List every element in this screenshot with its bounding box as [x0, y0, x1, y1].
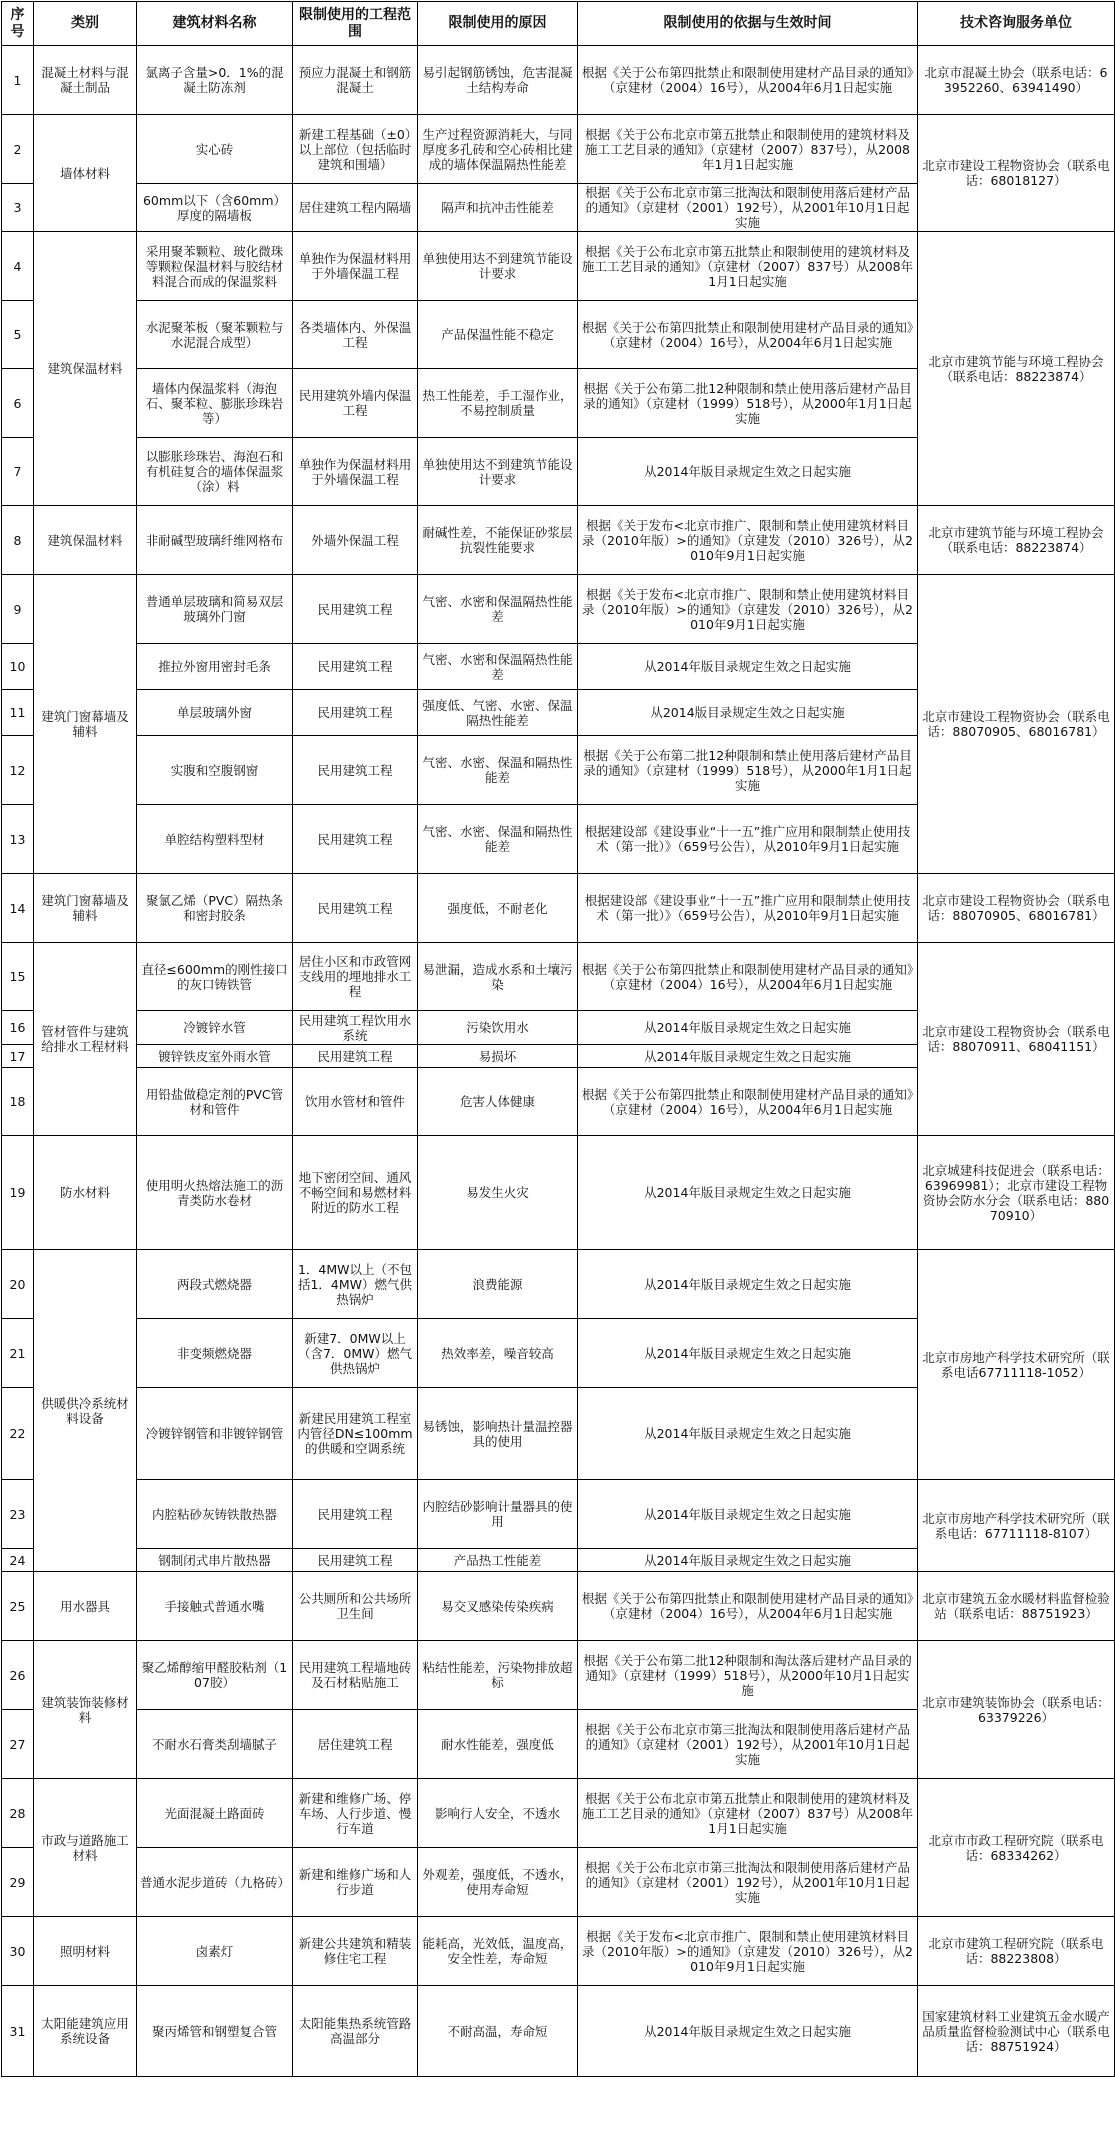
header-cell: 限制使用的原因: [418, 2, 578, 46]
scope-cell: 新建7．0MW以上（含7．0MW）燃气供热锅炉: [293, 1319, 418, 1388]
category-cell: 供暖供冷系统材料设备: [34, 1250, 137, 1572]
table-row: [2, 506, 1115, 575]
header-cell: 建筑材料名称: [137, 2, 293, 46]
category-cell: 建筑门窗幕墙及辅料: [34, 575, 137, 874]
material-name-cell: 内腔粘砂灰铸铁散热器: [137, 1480, 293, 1549]
consulting-unit-cell: 北京市市政工程研究院（联系电话：68334262）: [918, 1779, 1115, 1917]
scope-cell: 民用建筑工程墙地砖及石材粘贴施工: [293, 1641, 418, 1710]
reason-cell: 气密、水密和保温隔热性能差: [418, 644, 578, 690]
material-name-cell: 聚氯乙烯（PVC）隔热条和密封胶条: [137, 874, 293, 943]
reason-cell: 影响行人安全，不透水: [418, 1779, 578, 1848]
scope-cell: 各类墙体内、外保温工程: [293, 301, 418, 369]
basis-cell: 根据《关于公布第四批禁止和限制使用建材产品目录的通知》（京建材（2004）16号），从2004年6月1日起实施: [578, 46, 918, 115]
reason-cell: 粘结性能差，污染物排放超标: [418, 1641, 578, 1710]
material-name-cell: 非耐碱型玻璃纤维网格布: [137, 506, 293, 575]
basis-cell: 从2014版目录规定生效之日起实施: [578, 690, 918, 736]
header-cell: 类别: [34, 2, 137, 46]
row-number-cell: 19: [2, 1136, 34, 1250]
row-number-cell: 1: [2, 46, 34, 115]
basis-cell: 根据《关于公布第四批禁止和限制使用建材产品目录的通知》（京建材（2004）16号），从2004年6月1日起实施: [578, 301, 918, 369]
reason-cell: 易引起钢筋锈蚀，危害混凝土结构寿命: [418, 46, 578, 115]
row-number-cell: 2: [2, 115, 34, 184]
consulting-unit-cell: 北京市建设工程物资协会（联系电话：88070905、68016781）: [918, 874, 1115, 943]
basis-cell: 根据《关于公布第四批禁止和限制使用建材产品目录的通知》（京建材（2004）16号），从2004年6月1日起实施: [578, 943, 918, 1011]
basis-cell: 根据《关于公布北京市第三批淘汰和限制使用落后建材产品的通知》（京建材（2001）192号），从2001年10月1日起实施: [578, 1710, 918, 1779]
header-row: [2, 2, 1115, 46]
basis-cell: 从2014年版目录规定生效之日起实施: [578, 1250, 918, 1319]
reason-cell: 隔声和抗冲击性能差: [418, 184, 578, 232]
consulting-unit-cell: 北京市建设工程物资协会（联系电话：88070911、68041151）: [918, 943, 1115, 1136]
material-name-cell: 单层玻璃外窗: [137, 690, 293, 736]
reason-cell: 易交叉感染传染疾病: [418, 1572, 578, 1641]
scope-cell: 居住小区和市政管网支线用的埋地排水工程: [293, 943, 418, 1011]
material-name-cell: 普通单层玻璃和简易双层玻璃外门窗: [137, 575, 293, 644]
consulting-unit-cell: 国家建筑材料工业建筑五金水暖产品质量监督检验测试中心（联系电话：88751924）: [918, 1986, 1115, 2077]
basis-cell: 从2014年版目录规定生效之日起实施: [578, 1319, 918, 1388]
material-name-cell: 用铅盐做稳定剂的PVC管材和管件: [137, 1068, 293, 1136]
consulting-unit-cell: 北京市房地产科学技术研究所（联系电话67711118-1052）: [918, 1250, 1115, 1480]
reason-cell: 气密、水密和保温隔热性能差: [418, 575, 578, 644]
basis-cell: 从2014年版目录规定生效之日起实施: [578, 1549, 918, 1572]
basis-cell: 从2014年版目录规定生效之日起实施: [578, 1986, 918, 2077]
header-cell: 限制使用的依据与生效时间: [578, 2, 918, 46]
row-number-cell: 10: [2, 644, 34, 690]
row-number-cell: 27: [2, 1710, 34, 1779]
reason-cell: 生产过程资源消耗大，与同厚度多孔砖和空心砖相比建成的墙体保温隔热性能差: [418, 115, 578, 184]
table-row: [2, 232, 1115, 301]
row-number-cell: 25: [2, 1572, 34, 1641]
scope-cell: 新建工程基础（±0）以上部位（包括临时建筑和围墙）: [293, 115, 418, 184]
table-row: [2, 1641, 1115, 1710]
basis-cell: 从2014年版目录规定生效之日起实施: [578, 644, 918, 690]
basis-cell: 根据《关于公布北京市第三批淘汰和限制使用落后建材产品的通知》（京建材（2001）192号），从2001年10月1日起实施: [578, 184, 918, 232]
reason-cell: 耐碱性差，不能保证砂浆层抗裂性能要求: [418, 506, 578, 575]
basis-cell: 从2014年版目录规定生效之日起实施: [578, 1011, 918, 1045]
basis-cell: 根据《关于公布第四批禁止和限制使用建材产品目录的通知》（京建材（2004）16号），从2004年6月1日起实施: [578, 1572, 918, 1641]
reason-cell: 浪费能源: [418, 1250, 578, 1319]
row-number-cell: 31: [2, 1986, 34, 2077]
reason-cell: 单独使用达不到建筑节能设计要求: [418, 232, 578, 301]
reason-cell: 气密、水密、保温和隔热性能差: [418, 805, 578, 874]
material-name-cell: 实腹和空腹钢窗: [137, 736, 293, 805]
row-number-cell: 11: [2, 690, 34, 736]
scope-cell: 民用建筑工程: [293, 805, 418, 874]
material-name-cell: 聚丙烯管和钢塑复合管: [137, 1986, 293, 2077]
consulting-unit-cell: 北京城建科技促进会（联系电话：63969981）；北京市建设工程物资协会防水分会（联系电话：88070910）: [918, 1136, 1115, 1250]
row-number-cell: 5: [2, 301, 34, 369]
consulting-unit-cell: 北京市混凝土协会（联系电话：63952260、63941490）: [918, 46, 1115, 115]
basis-cell: 根据《关于公布北京市第三批淘汰和限制使用落后建材产品的通知》（京建材（2001）192号），从2001年10月1日起实施: [578, 1848, 918, 1917]
material-name-cell: 非变频燃烧器: [137, 1319, 293, 1388]
scope-cell: 新建和维修广场、停车场、人行步道、慢行车道: [293, 1779, 418, 1848]
basis-cell: 根据建设部《建设事业“十一五”推广应用和限制禁止使用技术（第一批）》（659号公告），从2010年9月1日起实施: [578, 805, 918, 874]
consulting-unit-cell: 北京市建设工程物资协会（联系电话：88070905、68016781）: [918, 575, 1115, 874]
basis-cell: 根据《关于发布<北京市推广、限制和禁止使用建筑材料目录（2010年版）>的通知》（京建发（2010）326号），从2010年9月1日起实施: [578, 575, 918, 644]
reason-cell: 污染饮用水: [418, 1011, 578, 1045]
restricted-materials-table: [1, 1, 1115, 2077]
table-row: [2, 1917, 1115, 1986]
reason-cell: 强度低，不耐老化: [418, 874, 578, 943]
material-name-cell: 冷镀锌水管: [137, 1011, 293, 1045]
scope-cell: 新建民用建筑工程室内管径DN≤100mm的供暖和空调系统: [293, 1388, 418, 1480]
consulting-unit-cell: 北京市建筑装饰协会（联系电话：63379226）: [918, 1641, 1115, 1779]
scope-cell: 民用建筑工程: [293, 575, 418, 644]
header-cell: 限制使用的工程范围: [293, 2, 418, 46]
consulting-unit-cell: 北京市建筑节能与环境工程协会（联系电话：88223874）: [918, 232, 1115, 506]
scope-cell: 民用建筑工程: [293, 644, 418, 690]
category-cell: 市政与道路施工材料: [34, 1779, 137, 1917]
basis-cell: 根据《关于公布北京市第五批禁止和限制使用的建筑材料及施工工艺目录的通知》（京建材（2007）837号）从2008年1月1日起实施: [578, 232, 918, 301]
row-number-cell: 21: [2, 1319, 34, 1388]
material-name-cell: 直径≤600mm的刚性接口的灰口铸铁管: [137, 943, 293, 1011]
consulting-unit-cell: 北京市房地产科学技术研究所（联系电话：67711118-8107）: [918, 1480, 1115, 1572]
consulting-unit-cell: 北京市建筑工程研究院（联系电话：88223808）: [918, 1917, 1115, 1986]
row-number-cell: 15: [2, 943, 34, 1011]
row-number-cell: 9: [2, 575, 34, 644]
scope-cell: 地下密闭空间、通风不畅空间和易燃材料附近的防水工程: [293, 1136, 418, 1250]
scope-cell: 民用建筑工程饮用水系统: [293, 1011, 418, 1045]
scope-cell: 预应力混凝土和钢筋混凝土: [293, 46, 418, 115]
row-number-cell: 23: [2, 1480, 34, 1549]
scope-cell: 民用建筑工程: [293, 1480, 418, 1549]
header-cell: 技术咨询服务单位: [918, 2, 1115, 46]
material-name-cell: 聚乙烯醇缩甲醛胶粘剂（107胶）: [137, 1641, 293, 1710]
reason-cell: 热工性能差，手工湿作业，不易控制质量: [418, 369, 578, 438]
row-number-cell: 28: [2, 1779, 34, 1848]
category-cell: 建筑保温材料: [34, 506, 137, 575]
scope-cell: 公共厕所和公共场所卫生间: [293, 1572, 418, 1641]
basis-cell: 从2014年版目录规定生效之日起实施: [578, 1136, 918, 1250]
scope-cell: 居住建筑工程内隔墙: [293, 184, 418, 232]
category-cell: 建筑保温材料: [34, 232, 137, 506]
row-number-cell: 12: [2, 736, 34, 805]
material-name-cell: 采用聚苯颗粒、玻化微珠等颗粒保温材料与胶结材料混合而成的保温浆料: [137, 232, 293, 301]
material-name-cell: 以膨胀珍珠岩、海泡石和有机硅复合的墙体保温浆（涂）料: [137, 438, 293, 506]
scope-cell: 外墙外保温工程: [293, 506, 418, 575]
reason-cell: 热效率差，噪音较高: [418, 1319, 578, 1388]
table-row: [2, 575, 1115, 644]
material-name-cell: 单腔结构塑料型材: [137, 805, 293, 874]
table-row: [2, 1572, 1115, 1641]
reason-cell: 产品热工性能差: [418, 1549, 578, 1572]
scope-cell: 太阳能集热系统管路高温部分: [293, 1986, 418, 2077]
row-number-cell: 3: [2, 184, 34, 232]
category-cell: 防水材料: [34, 1136, 137, 1250]
category-cell: 建筑装饰装修材料: [34, 1641, 137, 1779]
reason-cell: 耐水性能差，强度低: [418, 1710, 578, 1779]
row-number-cell: 13: [2, 805, 34, 874]
scope-cell: 1．4MW以上（不包括1．4MW）燃气供热锅炉: [293, 1250, 418, 1319]
material-name-cell: 冷镀锌钢管和非镀锌钢管: [137, 1388, 293, 1480]
basis-cell: 根据建设部《建设事业“十一五”推广应用和限制禁止使用技术（第一批）》（659号公告），从2010年9月1日起实施: [578, 874, 918, 943]
material-name-cell: 水泥聚苯板（聚苯颗粒与水泥混合成型）: [137, 301, 293, 369]
material-name-cell: 不耐水石膏类刮墙腻子: [137, 1710, 293, 1779]
scope-cell: 单独作为保温材料用于外墙保温工程: [293, 232, 418, 301]
row-number-cell: 24: [2, 1549, 34, 1572]
reason-cell: 能耗高，光效低，温度高，安全性差，寿命短: [418, 1917, 578, 1986]
consulting-unit-cell: 北京市建设工程物资协会（联系电话：68018127）: [918, 115, 1115, 232]
scope-cell: 新建公共建筑和精装修住宅工程: [293, 1917, 418, 1986]
table-row: [2, 874, 1115, 943]
row-number-cell: 22: [2, 1388, 34, 1480]
reason-cell: 易泄漏，造成水系和土壤污染: [418, 943, 578, 1011]
table-row: [2, 1480, 1115, 1549]
basis-cell: 根据《关于公布北京市第五批禁止和限制使用的建筑材料及施工工艺目录的通知》（京建材（2007）837号），从2008年1月1日起实施: [578, 115, 918, 184]
table-row: [2, 1136, 1115, 1250]
row-number-cell: 7: [2, 438, 34, 506]
scope-cell: 民用建筑工程: [293, 1549, 418, 1572]
header-cell: 序号: [2, 2, 34, 46]
row-number-cell: 17: [2, 1045, 34, 1068]
scope-cell: 新建和维修广场和人行步道: [293, 1848, 418, 1917]
reason-cell: 外观差，强度低，不透水，使用寿命短: [418, 1848, 578, 1917]
scope-cell: 民用建筑工程: [293, 736, 418, 805]
material-name-cell: 实心砖: [137, 115, 293, 184]
scope-cell: 民用建筑工程: [293, 874, 418, 943]
reason-cell: 产品保温性能不稳定: [418, 301, 578, 369]
consulting-unit-cell: 北京市建筑节能与环境工程协会（联系电话：88223874）: [918, 506, 1115, 575]
basis-cell: 根据《关于发布<北京市推广、限制和禁止使用建筑材料目录（2010年版）>的通知》（京建发（2010）326号），从2010年9月1日起实施: [578, 506, 918, 575]
row-number-cell: 29: [2, 1848, 34, 1917]
category-cell: 用水器具: [34, 1572, 137, 1641]
basis-cell: 根据《关于公布北京市第五批禁止和限制使用的建筑材料及施工工艺目录的通知》（京建材（2007）837号）从2008年1月1日起实施: [578, 1779, 918, 1848]
row-number-cell: 16: [2, 1011, 34, 1045]
material-name-cell: 光面混凝土路面砖: [137, 1779, 293, 1848]
consulting-unit-cell: 北京市建筑五金水暖材料监督检验站（联系电话：88751923）: [918, 1572, 1115, 1641]
reason-cell: 单独使用达不到建筑节能设计要求: [418, 438, 578, 506]
material-name-cell: 墙体内保温浆料（海泡石、聚苯粒、膨胀珍珠岩等）: [137, 369, 293, 438]
scope-cell: 居住建筑工程: [293, 1710, 418, 1779]
reason-cell: 易锈蚀，影响热计量温控器具的使用: [418, 1388, 578, 1480]
basis-cell: 根据《关于公布第二批12种限制和淘汰落后建材产品目录的通知》（京建材（1999）518号），从2000年10月1日起实施: [578, 1641, 918, 1710]
material-name-cell: 钢制闭式串片散热器: [137, 1549, 293, 1572]
row-number-cell: 14: [2, 874, 34, 943]
basis-cell: 根据《关于公布第四批禁止和限制使用建材产品目录的通知》（京建材（2004）16号），从2004年6月1日起实施: [578, 1068, 918, 1136]
table-row: [2, 1250, 1115, 1319]
category-cell: 照明材料: [34, 1917, 137, 1986]
material-name-cell: 使用明火热熔法施工的沥青类防水卷材: [137, 1136, 293, 1250]
reason-cell: 强度低、气密、水密、保温隔热性能差: [418, 690, 578, 736]
material-name-cell: 卤素灯: [137, 1917, 293, 1986]
scope-cell: 单独作为保温材料用于外墙保温工程: [293, 438, 418, 506]
reason-cell: 危害人体健康: [418, 1068, 578, 1136]
scope-cell: 民用建筑工程: [293, 1045, 418, 1068]
reason-cell: 易损坏: [418, 1045, 578, 1068]
row-number-cell: 20: [2, 1250, 34, 1319]
category-cell: 墙体材料: [34, 115, 137, 232]
row-number-cell: 26: [2, 1641, 34, 1710]
table-row: [2, 943, 1115, 1011]
scope-cell: 民用建筑工程: [293, 690, 418, 736]
category-cell: 建筑门窗幕墙及辅料: [34, 874, 137, 943]
table-row: [2, 1779, 1115, 1848]
table-row: [2, 1986, 1115, 2077]
reason-cell: 不耐高温，寿命短: [418, 1986, 578, 2077]
category-cell: 混凝土材料与混凝土制品: [34, 46, 137, 115]
material-name-cell: 镀锌铁皮室外雨水管: [137, 1045, 293, 1068]
table-row: [2, 46, 1115, 115]
reason-cell: 气密、水密、保温和隔热性能差: [418, 736, 578, 805]
basis-cell: 从2014年版目录规定生效之日起实施: [578, 438, 918, 506]
basis-cell: 根据《关于发布<北京市推广、限制和禁止使用建筑材料目录（2010年版）>的通知》（京建发（2010）326号），从2010年9月1日起实施: [578, 1917, 918, 1986]
scope-cell: 饮用水管材和管件: [293, 1068, 418, 1136]
row-number-cell: 8: [2, 506, 34, 575]
basis-cell: 从2014年版目录规定生效之日起实施: [578, 1388, 918, 1480]
row-number-cell: 6: [2, 369, 34, 438]
basis-cell: 从2014年版目录规定生效之日起实施: [578, 1045, 918, 1068]
basis-cell: 根据《关于公布第二批12种限制和禁止使用落后建材产品目录的通知》（京建材（1999）518号），从2000年1月1日起实施: [578, 736, 918, 805]
category-cell: 太阳能建筑应用系统设备: [34, 1986, 137, 2077]
basis-cell: 根据《关于公布第二批12种限制和禁止使用落后建材产品目录的通知》（京建材（1999）518号），从2000年1月1日起实施: [578, 369, 918, 438]
material-name-cell: 氯离子含量>0．1%的混凝土防冻剂: [137, 46, 293, 115]
material-name-cell: 两段式燃烧器: [137, 1250, 293, 1319]
material-name-cell: 推拉外窗用密封毛条: [137, 644, 293, 690]
reason-cell: 内腔结砂影响计量器具的使用: [418, 1480, 578, 1549]
material-name-cell: 手接触式普通水嘴: [137, 1572, 293, 1641]
material-name-cell: 60mm以下（含60mm）厚度的隔墙板: [137, 184, 293, 232]
material-name-cell: 普通水泥步道砖（九格砖）: [137, 1848, 293, 1917]
reason-cell: 易发生火灾: [418, 1136, 578, 1250]
table-row: [2, 115, 1115, 184]
scope-cell: 民用建筑外墙内保温工程: [293, 369, 418, 438]
basis-cell: 从2014年版目录规定生效之日起实施: [578, 1480, 918, 1549]
row-number-cell: 30: [2, 1917, 34, 1986]
category-cell: 管材管件与建筑给排水工程材料: [34, 943, 137, 1136]
row-number-cell: 4: [2, 232, 34, 301]
row-number-cell: 18: [2, 1068, 34, 1136]
